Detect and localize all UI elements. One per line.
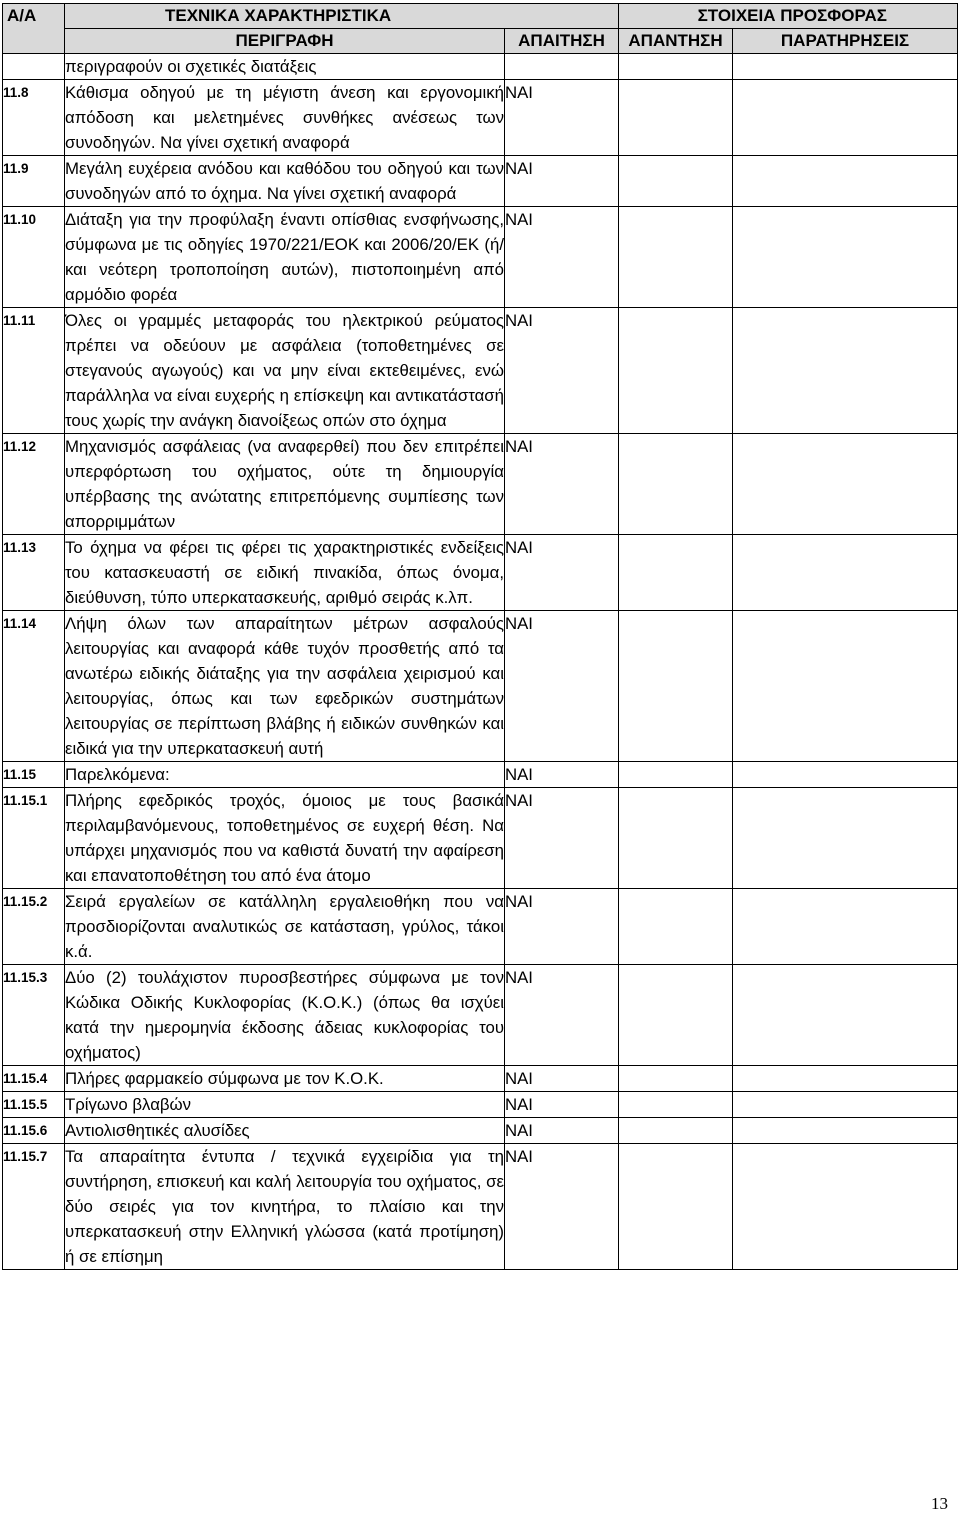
item-answer-cell[interactable] <box>619 207 733 308</box>
table-row <box>3 156 958 207</box>
item-answer-cell[interactable] <box>619 308 733 434</box>
item-remarks-cell[interactable] <box>733 1092 958 1118</box>
item-number: 11.14 <box>3 611 65 762</box>
header-remarks: ΠΑΡΑΤΗΡΗΣΕΙΣ <box>733 29 958 54</box>
item-description: Όλες οι γραμμές μεταφοράς του ηλεκτρικού ρεύματος πρέπει να οδεύουν με ασφάλεια (τοποθετημένες σε στεγανούς αγωγούς) και να μην είναι εκτεθειμένες, ενώ παράλληλα να είναι ευχερής η επίσκεψη και αντικατάστασή τους χωρίς την ανάγκη διανοίξεως οπών στο όχημα <box>65 308 505 434</box>
item-answer-cell[interactable] <box>619 611 733 762</box>
item-remarks-cell[interactable] <box>733 207 958 308</box>
item-answer-cell[interactable] <box>619 788 733 889</box>
table-row <box>3 80 958 156</box>
table-row <box>3 965 958 1066</box>
item-remarks-cell[interactable] <box>733 611 958 762</box>
header-description: ΠΕΡΙΓΡΑΦΗ <box>65 29 505 54</box>
item-requirement: ΝΑΙ <box>505 1092 619 1118</box>
item-answer-cell[interactable] <box>619 1118 733 1144</box>
item-requirement: ΝΑΙ <box>505 207 619 308</box>
table-row <box>3 788 958 889</box>
item-description: Μηχανισμός ασφάλειας (να αναφερθεί) που δεν επιτρέπει υπερφόρτωση του οχήματος, ούτε τη δημιουργία υπέρβασης της ανώτατης επιτρεπόμενης συμπίεσης των απορριμμάτων <box>65 434 505 535</box>
item-description: Λήψη όλων των απαραίτητων μέτρων ασφαλούς λειτουργίας και αναφορά κάθε τυχόν προσθετής από τα ανωτέρω ειδικής διάταξης για την ασφάλεια χειρισμού και λειτουργίας, όπως και των εφεδρικών συστημάτων λειτουργίας σε περίπτωση βλάβης ή ειδικών συνθηκών και ειδικά για την υπερκατασκευή αυτή <box>65 611 505 762</box>
item-description: Διάταξη για την προφύλαξη έναντι οπίσθιας ενσφήνωσης, σύμφωνα με τις οδηγίες 1970/221/ΕΟΚ και 2006/20/ΕΚ (ή/και νεότερη τροποποίηση αυτών), πιστοποιημένη από αρμόδιο φορέα <box>65 207 505 308</box>
item-requirement: ΝΑΙ <box>505 1118 619 1144</box>
item-requirement: ΝΑΙ <box>505 156 619 207</box>
header-answer: ΑΠΑΝΤΗΣΗ <box>619 29 733 54</box>
page-number: 13 <box>931 1494 948 1513</box>
table-row <box>3 434 958 535</box>
header-requirement: ΑΠΑΙΤΗΣΗ <box>505 29 619 54</box>
item-description: Πλήρης εφεδρικός τροχός, όμοιος με τους βασικά περιλαμβανόμενους, τοποθετημένος σε ευχερή θέση. Να υπάρχει μηχανισμός που να καθιστά δυνατή την αφαίρεση και επανατοποθέτηση του από ένα άτομο <box>65 788 505 889</box>
item-remarks-cell[interactable] <box>733 1144 958 1270</box>
item-requirement: ΝΑΙ <box>505 762 619 788</box>
item-number <box>3 54 65 80</box>
item-requirement: ΝΑΙ <box>505 1144 619 1270</box>
table-row <box>3 762 958 788</box>
item-description: Τα απαραίτητα έντυπα / τεχνικά εγχειρίδια για τη συντήρηση, επισκευή και καλή λειτουργία του οχήματος, σε δύο σειρές για τον κινητήρα, το πλαίσιο και την υπερκατασκευή στην Ελληνική γλώσσα (κατά προτίμηση) ή σε επίσημη <box>65 1144 505 1270</box>
item-remarks-cell[interactable] <box>733 535 958 611</box>
table-row <box>3 889 958 965</box>
item-remarks-cell[interactable] <box>733 788 958 889</box>
item-number: 11.10 <box>3 207 65 308</box>
header-aa: Α/Α <box>3 4 65 54</box>
table-row <box>3 1066 958 1092</box>
item-remarks-cell[interactable] <box>733 1118 958 1144</box>
item-number: 11.15.7 <box>3 1144 65 1270</box>
item-answer-cell[interactable] <box>619 156 733 207</box>
item-description: Πλήρες φαρμακείο σύμφωνα με τον Κ.Ο.Κ. <box>65 1066 505 1092</box>
item-number: 11.15 <box>3 762 65 788</box>
item-number: 11.11 <box>3 308 65 434</box>
item-requirement: ΝΑΙ <box>505 434 619 535</box>
item-remarks-cell[interactable] <box>733 762 958 788</box>
table-row <box>3 611 958 762</box>
item-description: Τρίγωνο βλαβών <box>65 1092 505 1118</box>
item-answer-cell[interactable] <box>619 535 733 611</box>
item-number: 11.15.2 <box>3 889 65 965</box>
item-number: 11.15.5 <box>3 1092 65 1118</box>
item-answer-cell[interactable] <box>619 80 733 156</box>
item-description: Κάθισμα οδηγού με τη μέγιστη άνεση και εργονομική απόδοση και μελετημένες συνθήκες ανέσεως των συνοδηγών. Να γίνει σχετική αναφορά <box>65 80 505 156</box>
item-description: περιγραφούν οι σχετικές διατάξεις <box>65 54 505 80</box>
item-answer-cell[interactable] <box>619 434 733 535</box>
item-answer-cell[interactable] <box>619 54 733 80</box>
table-body <box>3 54 958 1270</box>
item-number: 11.9 <box>3 156 65 207</box>
item-number: 11.8 <box>3 80 65 156</box>
table-row <box>3 207 958 308</box>
item-answer-cell[interactable] <box>619 889 733 965</box>
item-remarks-cell[interactable] <box>733 80 958 156</box>
item-answer-cell[interactable] <box>619 1092 733 1118</box>
item-requirement: ΝΑΙ <box>505 535 619 611</box>
item-description: Το όχημα να φέρει τις φέρει τις χαρακτηριστικές ενδείξεις του κατασκευαστή σε ειδική πινακίδα, όπως όνομα, διεύθυνση, τύπο υπερκατασκευής, αριθμό σειράς κ.λπ. <box>65 535 505 611</box>
table-row <box>3 1118 958 1144</box>
item-requirement <box>505 54 619 80</box>
header-offer-details: ΣΤΟΙΧΕΙΑ ΠΡΟΣΦΟΡΑΣ <box>619 4 958 29</box>
item-description: Δύο (2) τουλάχιστον πυροσβεστήρες σύμφωνα με τον Κώδικα Οδικής Κυκλοφορίας (Κ.Ο.Κ.) (όπως θα ισχύει κατά την ημερομηνία έκδοσης άδειας κυκλοφορίας του οχήματος) <box>65 965 505 1066</box>
item-number: 11.12 <box>3 434 65 535</box>
item-number: 11.15.1 <box>3 788 65 889</box>
table-row <box>3 535 958 611</box>
item-requirement: ΝΑΙ <box>505 788 619 889</box>
item-description: Αντιολισθητικές αλυσίδες <box>65 1118 505 1144</box>
table-row <box>3 308 958 434</box>
table-row <box>3 54 958 80</box>
item-requirement: ΝΑΙ <box>505 965 619 1066</box>
item-number: 11.13 <box>3 535 65 611</box>
item-remarks-cell[interactable] <box>733 434 958 535</box>
item-requirement: ΝΑΙ <box>505 80 619 156</box>
item-remarks-cell[interactable] <box>733 965 958 1066</box>
item-requirement: ΝΑΙ <box>505 611 619 762</box>
item-answer-cell[interactable] <box>619 965 733 1066</box>
item-answer-cell[interactable] <box>619 1144 733 1270</box>
item-number: 11.15.4 <box>3 1066 65 1092</box>
item-description: Μεγάλη ευχέρεια ανόδου και καθόδου του οδηγού και των συνοδηγών από το όχημα. Να γίνει σχετική αναφορά <box>65 156 505 207</box>
item-description: Παρελκόμενα: <box>65 762 505 788</box>
specifications-table <box>2 3 958 1270</box>
item-requirement: ΝΑΙ <box>505 308 619 434</box>
item-remarks-cell[interactable] <box>733 889 958 965</box>
item-number: 11.15.6 <box>3 1118 65 1144</box>
item-answer-cell[interactable] <box>619 762 733 788</box>
item-remarks-cell[interactable] <box>733 308 958 434</box>
item-description: Σειρά εργαλείων σε κατάλληλη εργαλειοθήκη που να προσδιορίζονται αναλυτικώς σε κατάσταση, γρύλος, τάκοι κ.ά. <box>65 889 505 965</box>
header-technical-characteristics: ΤΕΧΝΙΚΑ ΧΑΡΑΚΤΗΡΙΣΤΙΚΑ <box>65 4 619 29</box>
item-remarks-cell[interactable] <box>733 156 958 207</box>
item-requirement: ΝΑΙ <box>505 1066 619 1092</box>
item-remarks-cell[interactable] <box>733 1066 958 1092</box>
table-row <box>3 1144 958 1270</box>
table-row <box>3 1092 958 1118</box>
item-remarks-cell[interactable] <box>733 54 958 80</box>
item-answer-cell[interactable] <box>619 1066 733 1092</box>
item-number: 11.15.3 <box>3 965 65 1066</box>
item-requirement: ΝΑΙ <box>505 889 619 965</box>
